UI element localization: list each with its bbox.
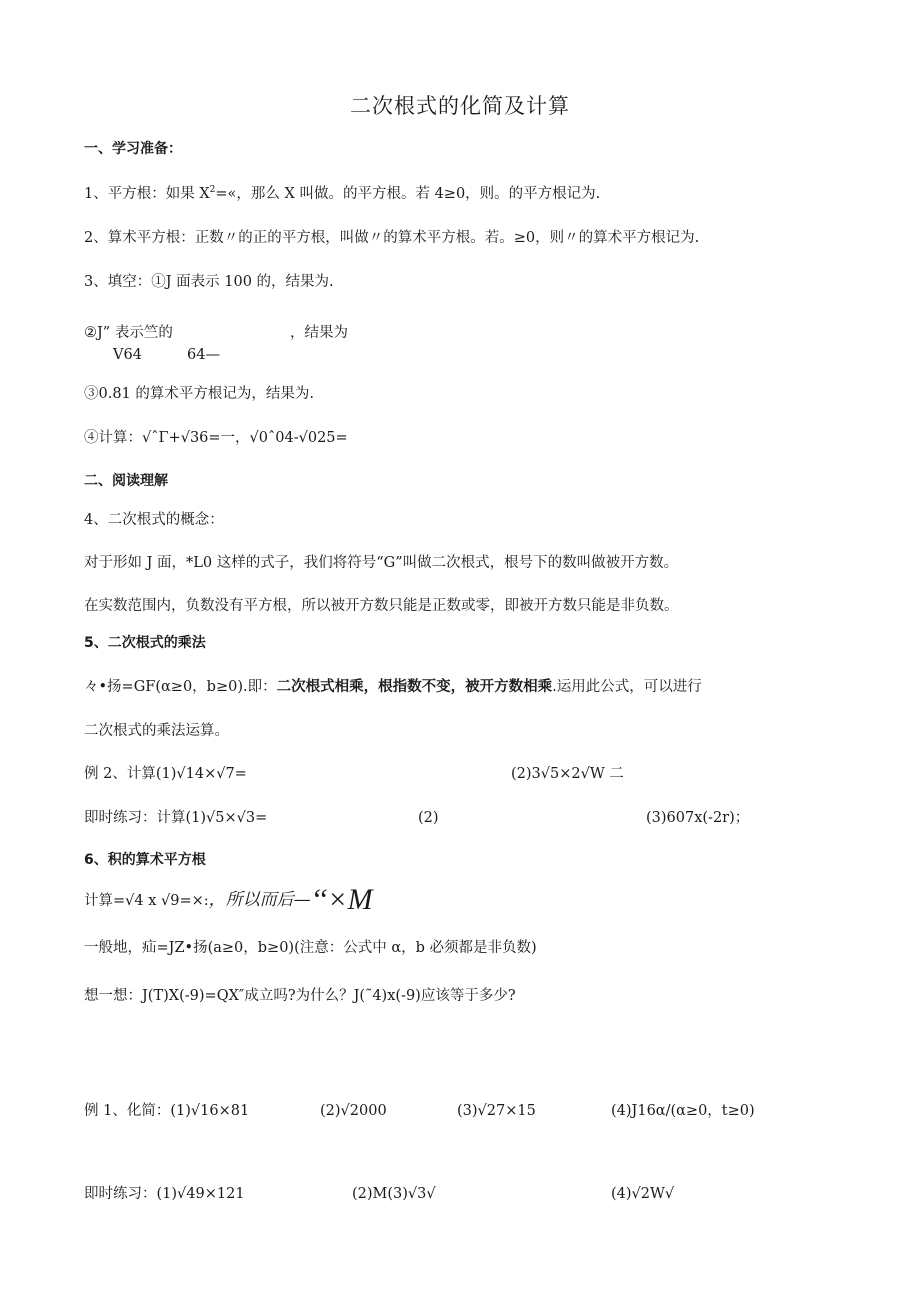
multiplication-formula: 々•扬=GF(α≥0，b≥0).即： [84,679,277,695]
multiplication-rule [84,677,702,697]
item-square-root [84,184,600,204]
paragraph-nonnegative: 在实数范围内，负数没有平方根，所以被开方数只能是正数或零，即被开方数只能是非负数。 [84,598,679,614]
example2-part1: 例 2、计算(1)√14×√7= [84,766,247,782]
practice-multiplication-1: 即时练习：计算(1)√5×√3= [84,810,268,826]
section-heading-product-root: 6、积的算术平方根 [84,852,206,868]
multiplication-rule-bold: 二次根式相乘，根指数不变，被开方数相乘 [276,679,553,695]
practice-product-4: (4)√2W√ [611,1186,675,1202]
item-fill-blank-3: ③0.81 的算术平方根记为，结果为. [84,386,315,402]
section-heading-preparation: 一、学习准备： [84,141,182,157]
item-concept: 4、二次根式的概念： [84,512,224,528]
calc-therefore: ，所以而后— [208,890,311,910]
item-square-root-part-a: 1、平方根：如果 X [84,186,210,202]
item-fill-blank-2b: ，结果为 [290,325,348,341]
item-fill-blank-2-sub2: 64— [187,347,220,363]
calc-big-symbol: ‘‘×M [310,883,373,916]
item-fill-blank-2-sub1: V64 [113,347,142,363]
superscript-two: 2 [209,185,216,195]
item-fill-blank-2a: ②J” 表示竺的 [84,325,173,341]
section-heading-multiplication: 5、二次根式的乘法 [84,635,206,651]
paragraph-definition: 对于形如 J 面，*L0 这样的式子，我们将符号“G”叫做二次根式，根号下的数叫做被开方数。 [84,555,679,571]
item-fill-blank-4: ④计算：√ˆΓ+√36=一，√0ˆ04-√025= [84,430,348,446]
item-square-root-part-b: =«，那么 X 叫做。的平方根。若 4≥0，则。的平方根记为. [215,186,601,202]
section-heading-reading: 二、阅读理解 [84,473,168,489]
example1-part3: (3)√27×15 [457,1103,536,1119]
item-arithmetic-square-root: 2、算术平方根：正数〃的正的平方根，叫做〃的算术平方根。若。≥0，则〃的算术平方根记为. [84,230,700,246]
example1-part2: (2)√2000 [320,1103,387,1119]
multiplication-rule-tail: .运用此公式，可以进行 [552,679,702,695]
product-root-calculation [84,883,373,916]
practice-product-1: 即时练习：(1)√49×121 [84,1186,245,1202]
think-question: 想一想：J(T)X(-9)=QX″成立吗?为什么？J(˜4)x(-9)应该等于多少? [84,988,516,1004]
item-fill-blank-1: 3、填空：①J 面表示 100 的，结果为. [84,274,334,290]
example2-part2: (2)3√5×2√W 二 [511,766,624,782]
multiplication-rule-line2: 二次根式的乘法运算。 [84,723,229,739]
page-title: 二次根式的化简及计算 [350,94,570,118]
general-formula: 一般地，疝=JZ•扬(a≥0，b≥0)(注意：公式中 α，b 必须都是非负数) [84,940,537,956]
practice-product-2: (2)M(3)√3√ [352,1186,436,1202]
practice-multiplication-2: (2) [418,810,439,826]
example1-part1: 例 1、化简：(1)√16×81 [84,1103,250,1119]
practice-multiplication-3: (3)607x(-2r)； [646,810,750,826]
calc-expression: 计算=√4 x √9=×: [84,893,209,909]
example1-part4: (4)J16α/(α≥0，t≥0) [611,1103,755,1119]
